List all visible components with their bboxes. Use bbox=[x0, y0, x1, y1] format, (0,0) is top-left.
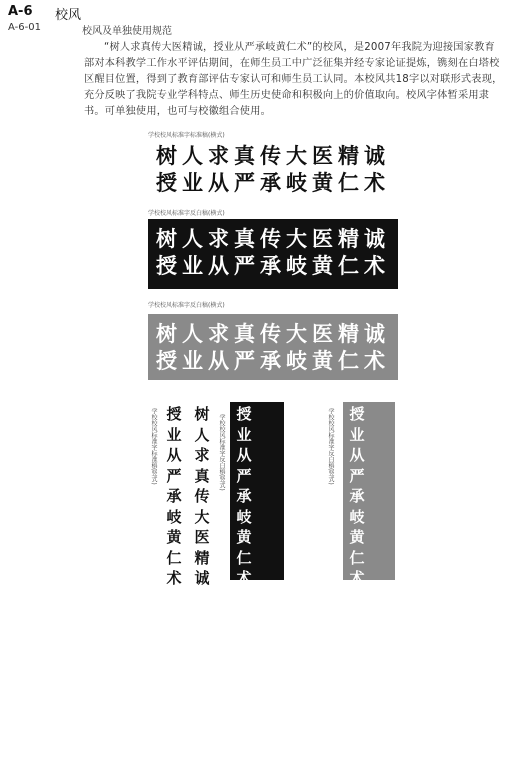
subsection-code: A-6-01 bbox=[8, 22, 41, 33]
motto-vertical-standard bbox=[160, 402, 222, 580]
motto-line-1-vertical: 树 人 求 真 传 大 医 精 诚 bbox=[188, 404, 216, 589]
motto-line-2-vertical: 授 业 从 严 承 岐 黄 仁 术 bbox=[160, 404, 188, 589]
caption-horizontal-standard: 学校校风标准字标准稿(横式) bbox=[148, 130, 225, 139]
motto-line-2: 授业从严承岐黄仁术 bbox=[148, 252, 398, 279]
motto-line-2-vertical: 授 业 从 严 承 岐 黄 仁 术 bbox=[343, 404, 371, 589]
caption-vertical-reverse-gray: 学校校风标准字反白稿(竖式) bbox=[327, 408, 334, 494]
motto-line-2: 授业从严承岐黄仁术 bbox=[148, 347, 398, 374]
motto-line-1: 树人求真传大医精诚 bbox=[148, 142, 398, 169]
motto-line-1-vertical: 树 人 求 真 传 大 医 精 诚 bbox=[230, 589, 258, 773]
caption-vertical-standard: 学校校风标准字标准稿(竖式) bbox=[150, 408, 157, 494]
motto-line-1: 树人求真传大医精诚 bbox=[148, 320, 398, 347]
caption-horizontal-reverse: 学校校风标准字反白稿(横式) bbox=[148, 208, 225, 217]
section-title: 校风 bbox=[55, 4, 81, 23]
motto-line-1: 树人求真传大医精诚 bbox=[148, 225, 398, 252]
motto-line-2: 授业从严承岐黄仁术 bbox=[148, 169, 398, 196]
subsection-title: 校风及单独使用规范 bbox=[82, 22, 172, 37]
motto-line-2-vertical: 授 业 从 严 承 岐 黄 仁 术 bbox=[230, 404, 258, 589]
intro-paragraph: “树人求真传大医精诚，授业从严承岐黄仁术”的校风，是2007年我院为迎接国家教育部对本科教学工作水平评估期间，在师生员工中广泛征集并经专家论证提炼，镌刻在白塔校区醒目位置，得到了教育部评估专家认可和师生员工认同。本校风共18字以对联形式表现，充分反映了我院专业学科特点、师生历史使命和积极向上的价值取向。校风字体暂采用隶书。可单独使用，也可与校徽组合使用。 bbox=[84, 40, 504, 120]
motto-horizontal-gray bbox=[148, 314, 398, 380]
section-code: A-6 bbox=[8, 4, 33, 19]
caption-vertical-reverse: 学校校风标准字反白稿(竖式) bbox=[218, 414, 225, 500]
motto-vertical-black bbox=[230, 402, 284, 580]
motto-horizontal-standard bbox=[148, 142, 398, 202]
motto-vertical-gray bbox=[343, 402, 395, 580]
motto-line-1-vertical: 树 人 求 真 传 大 医 精 诚 bbox=[343, 589, 371, 773]
motto-horizontal-black bbox=[148, 219, 398, 289]
caption-horizontal-reverse-gray: 学校校风标准字反白稿(横式) bbox=[148, 300, 225, 309]
